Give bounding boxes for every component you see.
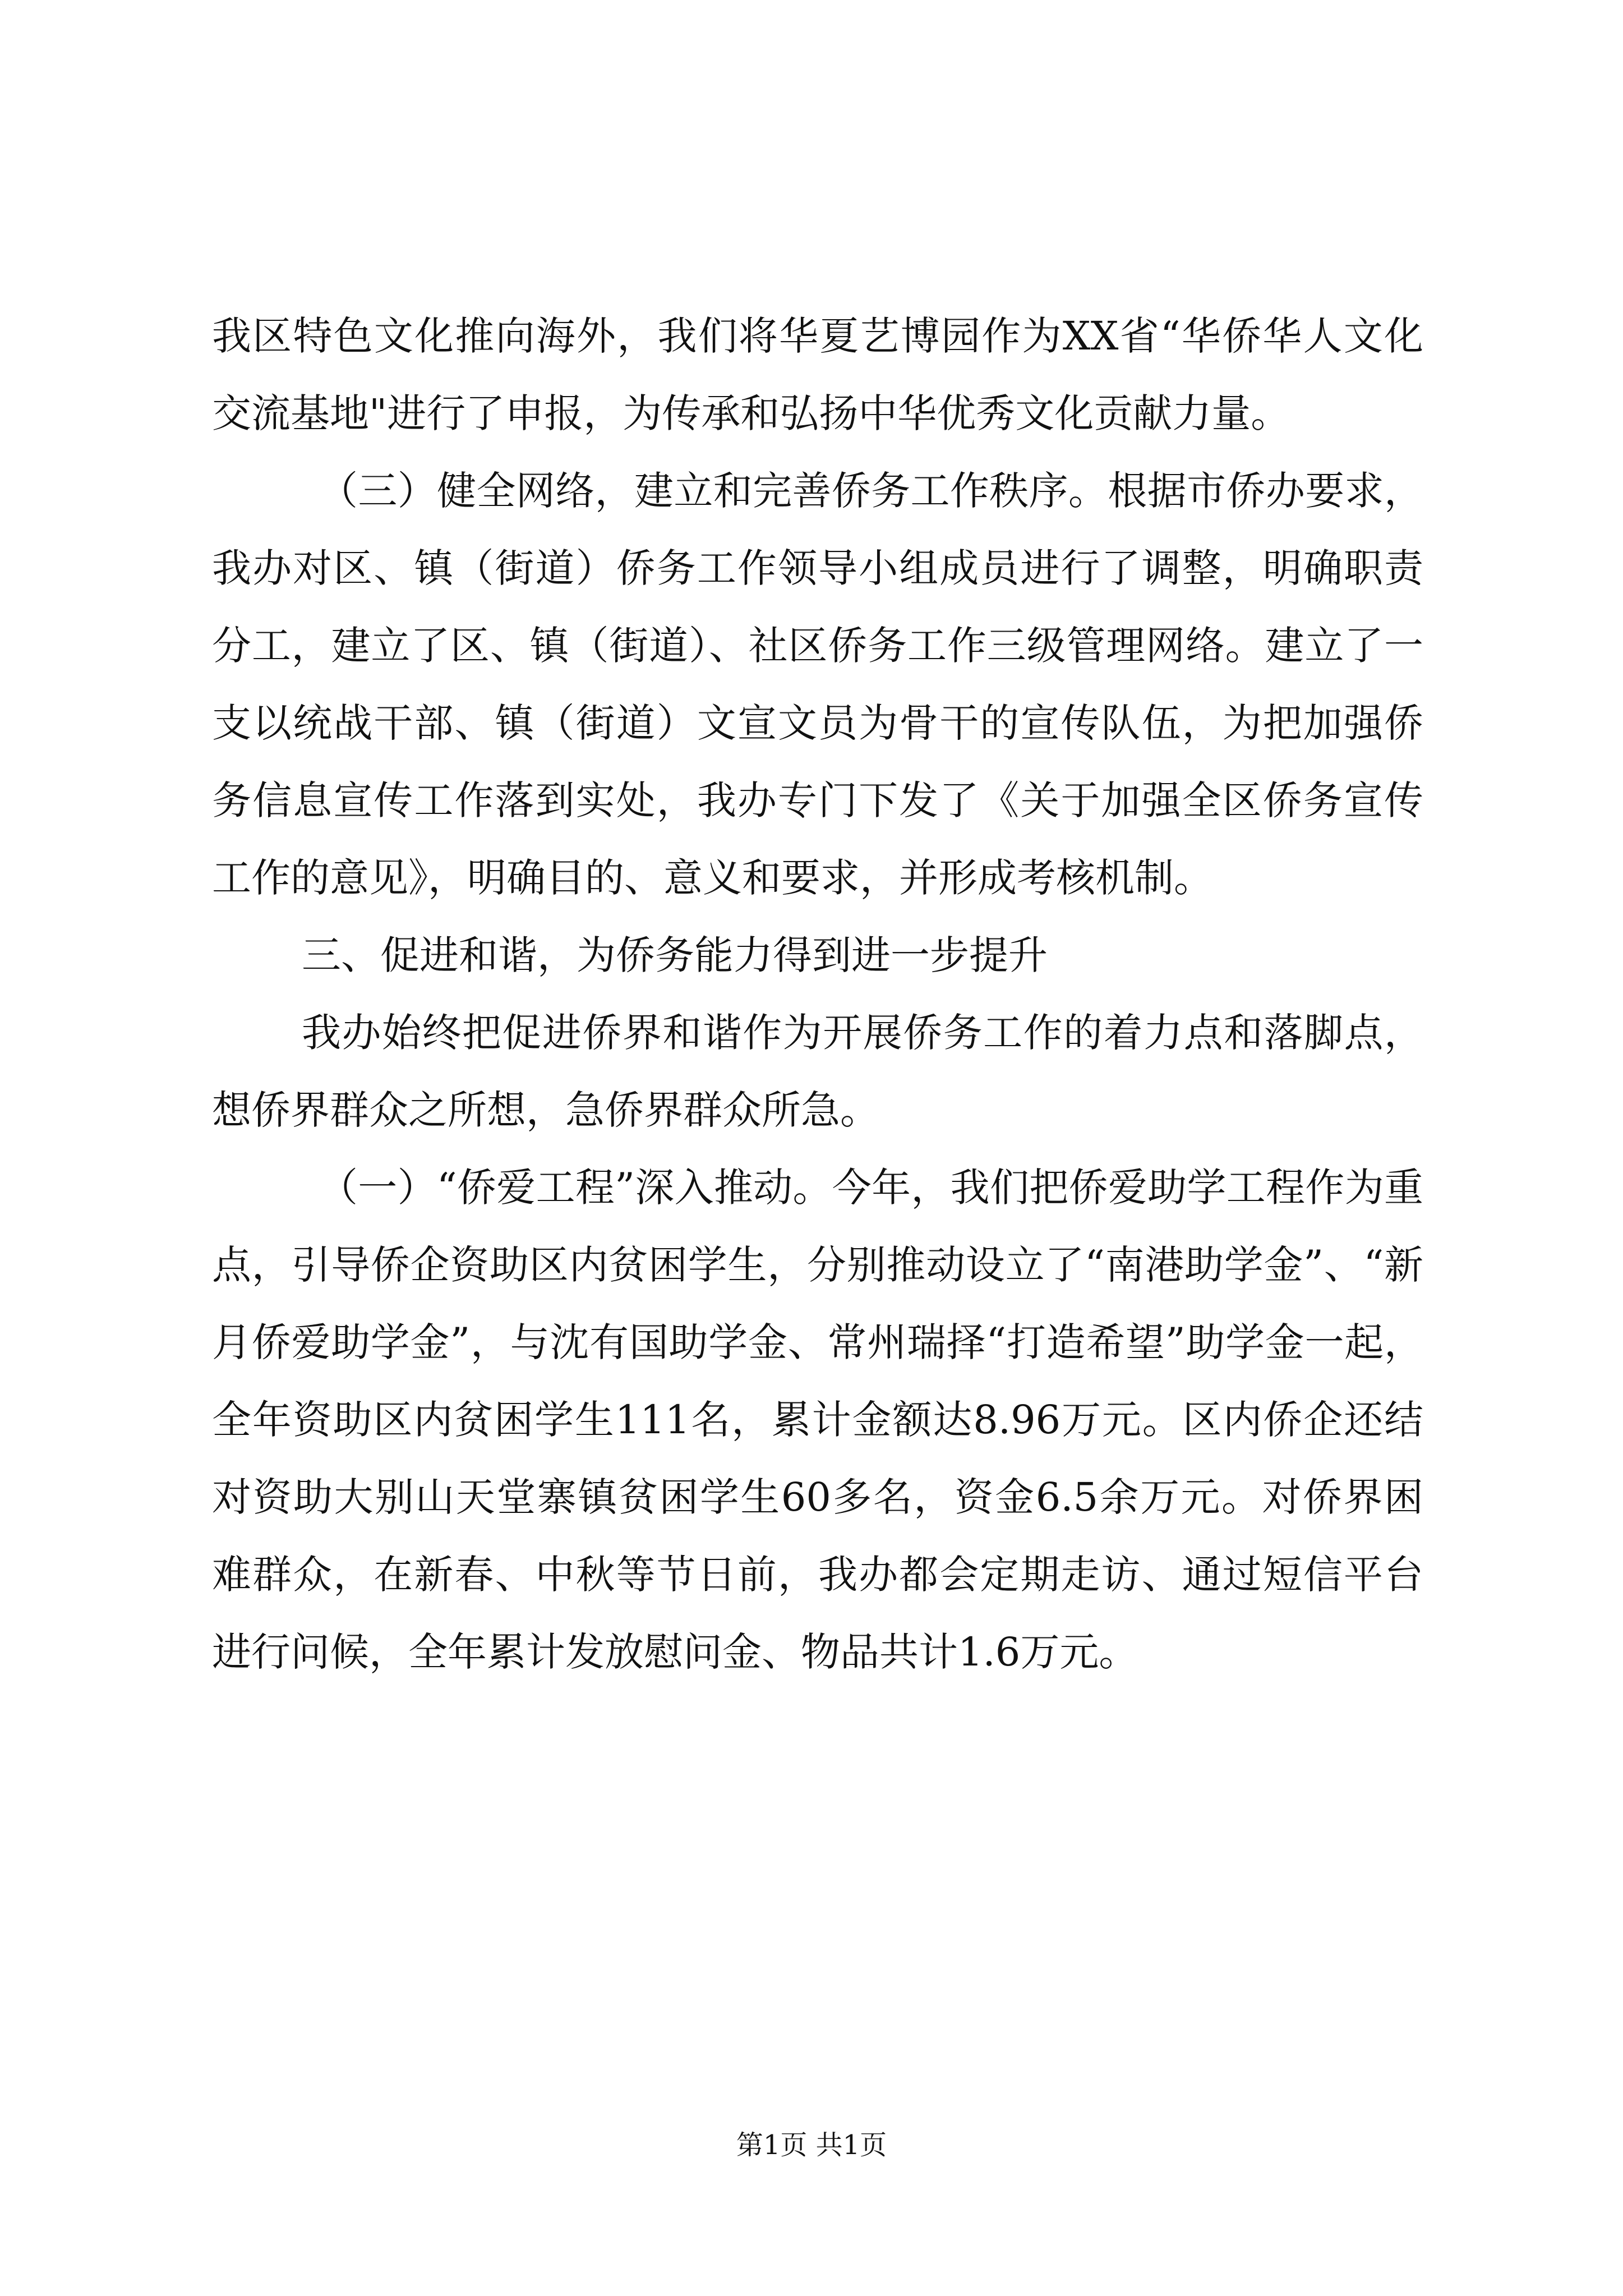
- paragraph-qiaoai-project: （一）“侨爱工程”深入推动。今年，我们把侨爱助学工程作为重点，引导侨企资助区内贫困学生，分别推动设立了“南港助学金”、“新月侨爱助学金”，与沈有国助学金、常州瑞择“打造希望”助学金一起，全年资助区内贫困学生111名，累计金额达8.96万元。区内侨企还结对资助大别山天堂寨镇贫困学生60多名，资金6.5余万元。对侨界困难群众，在新春、中秋等节日前，我办都会定期走访、通过短信平台进行问候，全年累计发放慰问金、物品共计1.6万元。: [212, 1165, 1423, 1675]
- paragraph-network-section: （三）健全网络，建立和完善侨务工作秩序。根据市侨办要求，我办对区、镇（街道）侨务工作领导小组成员进行了调整，明确职责分工，建立了区、镇（街道）、社区侨务工作三级管理网络。建立了一支以统战干部、镇（街道）文宣文员为骨干的宣传队伍，为把加强侨务信息宣传工作落到实处，我办专门下发了《关于加强全区侨务宣传工作的意见》，明确目的、意义和要求，并形成考核机制。: [212, 468, 1423, 901]
- page-number-footer: 第1页 共1页: [736, 2129, 887, 2161]
- section-heading-harmony: 三、促进和谐，为侨务能力得到进一步提升: [302, 932, 1048, 978]
- paragraph-culture-promotion: 我区特色文化推向海外，我们将华夏艺博园作为XX省“华侨华人文化交流基地"进行了申报，为传承和弘扬中华优秀文化贡献力量。: [212, 313, 1423, 436]
- document-body: [212, 297, 1423, 1691]
- paragraph-harmony-intro: 我办始终把促进侨界和谐作为开展侨务工作的着力点和落脚点，想侨界群众之所想，急侨界群众所急。: [212, 1010, 1423, 1133]
